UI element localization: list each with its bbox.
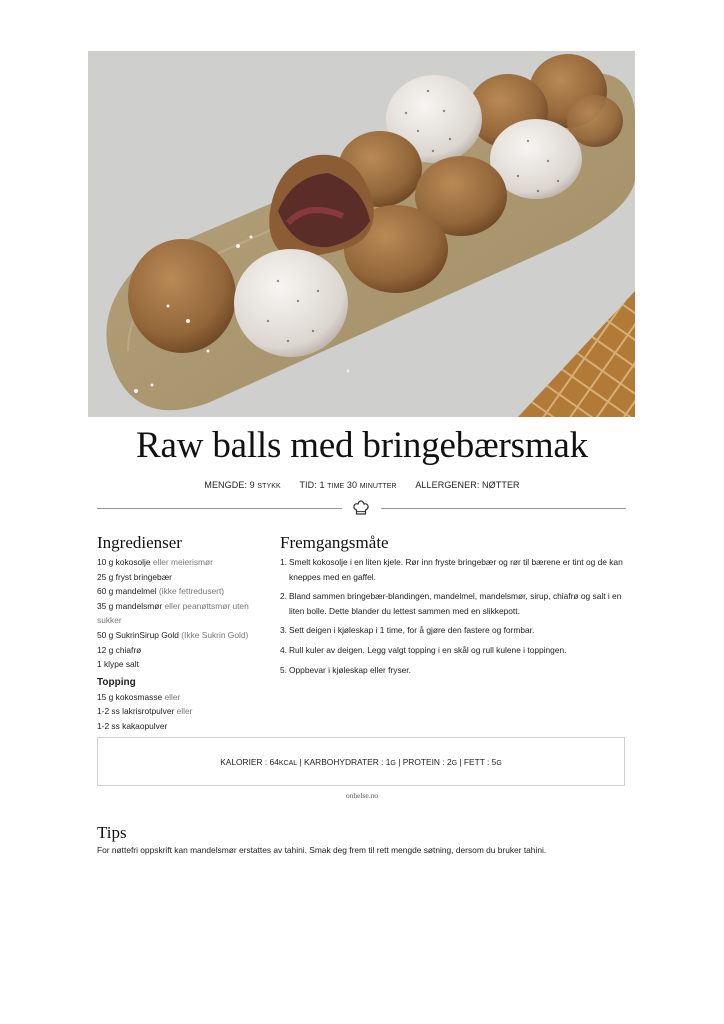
step-text: Rull kuler av deigen. Legg valgt topping i en skål og rull kulene i toppingen.	[289, 644, 567, 655]
ingredient-item	[97, 570, 267, 585]
recipe-title: Raw balls med bringebærsmak	[136, 425, 588, 466]
ingredient-text: 25 g fryst bringebær	[97, 571, 172, 582]
allergens	[415, 480, 519, 490]
protein-unit: G	[451, 760, 458, 767]
step-number: 5.	[280, 664, 287, 675]
tips-heading: Tips	[97, 823, 127, 842]
allergens-label: ALLERGENER:	[415, 480, 480, 490]
method-steps	[280, 555, 630, 682]
method-step	[280, 589, 630, 618]
separator: |	[459, 757, 462, 767]
step-number: 1.	[280, 557, 287, 567]
fat-unit: G	[496, 760, 502, 767]
source-link[interactable]: onhelse.no	[345, 791, 379, 800]
ingredient-item	[97, 643, 267, 658]
step-text: Sett deigen i kjøleskap i 1 time, for å gjøre den fastere og formbar.	[289, 625, 535, 636]
ingredient-text: 12 g chiafrø	[97, 644, 142, 655]
recipe-photo	[88, 51, 635, 417]
topping-item	[97, 704, 267, 719]
divider-line-right	[381, 508, 626, 509]
time-minutes-unit: MINUTTER	[359, 483, 397, 490]
method-step	[280, 663, 630, 678]
ingredient-text: 10 g kokosolje	[97, 557, 151, 567]
topping-text: 1-2 ss kakaopulver	[97, 720, 168, 731]
step-text: Bland sammen bringebær-blandingen, mandelmel, mandelsmør, sirup, chiafrø og salt i en liten bolle. Dette blander du lettest sammen med en slikkepott.	[289, 591, 622, 616]
ingredient-item	[97, 628, 267, 643]
topping-text: 15 g kokosmasse	[97, 691, 163, 702]
step-text: Oppbevar i kjøleskap eller fryser.	[289, 664, 411, 675]
method-step	[280, 555, 630, 584]
method-step	[280, 623, 630, 638]
separator: |	[299, 757, 302, 767]
ingredient-alt: eller peanøttsmør uten sukker	[97, 600, 249, 626]
divider-line-left	[97, 508, 342, 509]
allergens-value: NØTTER	[482, 480, 520, 490]
kcal-unit: KCAL	[278, 760, 298, 767]
ingredient-item	[97, 555, 267, 570]
raw-balls-photo	[88, 51, 635, 417]
time	[299, 480, 399, 490]
topping-text: 1-2 ss lakrisrotpulver	[97, 706, 175, 717]
amount-label: MENGDE:	[204, 480, 248, 490]
ingredient-item	[97, 599, 267, 628]
chef-hat-icon	[352, 499, 370, 517]
ingredient-text: 1 klype salt	[97, 659, 139, 670]
ingredient-list	[97, 555, 267, 734]
ingredient-text: 35 g mandelsmør	[97, 600, 163, 611]
ingredients-heading: Ingredienser	[97, 533, 182, 552]
step-number: 4.	[280, 644, 287, 655]
kcal-value: 64	[269, 757, 279, 767]
step-text: Smelt kokosolje i en liten kjele. Rør inn fryste bringebær og rør til bærene er tint og de kan kneppes med en gaffel.	[289, 557, 623, 582]
amount-unit: STYKK	[257, 483, 281, 490]
ingredient-alt: eller meierismør	[152, 557, 213, 567]
topping-heading: Topping	[97, 676, 136, 688]
ingredient-item	[97, 657, 267, 672]
fat-label: FETT :	[463, 757, 490, 767]
method-step	[280, 643, 630, 658]
carb-unit: G	[390, 760, 396, 767]
time-label: TID:	[299, 480, 317, 490]
protein-value: 2	[446, 757, 452, 767]
topping-item	[97, 690, 267, 705]
nutrition-box	[97, 737, 625, 786]
topping-item	[97, 719, 267, 734]
step-number: 2.	[280, 591, 287, 602]
amount	[204, 480, 283, 490]
step-number: 3.	[280, 625, 287, 636]
fat-value: 5	[491, 757, 497, 767]
ingredient-text: 60 g mandelmel	[97, 586, 157, 597]
recipe-meta	[0, 480, 724, 490]
time-hours: 1	[319, 480, 325, 490]
ingredient-alt: (Ikke Sukrin Gold)	[181, 629, 249, 640]
protein-label: PROTEIN :	[402, 757, 445, 767]
ingredient-item	[97, 584, 267, 599]
time-hours-unit: TIME	[327, 483, 345, 490]
carb-value: 1	[385, 757, 391, 767]
amount-value: 9	[249, 480, 255, 490]
section-divider	[97, 499, 626, 519]
method-heading: Fremgangsmåte	[280, 533, 389, 552]
ingredient-alt: (ikke fettredusert)	[158, 586, 225, 597]
carb-label: KARBOHYDRATER :	[304, 757, 384, 767]
separator: |	[398, 757, 401, 767]
topping-alt: eller	[176, 706, 193, 717]
tips-text: For nøttefri oppskrift kan mandelsmør erstattes av tahini. Smak deg frem til rett mengde søtning, dersom du bruker tahini.	[97, 845, 547, 855]
ingredient-text: 50 g SukrinSirup Gold	[97, 629, 179, 640]
kcal-label: KALORIER :	[220, 757, 268, 767]
topping-alt: eller	[164, 691, 181, 702]
time-minutes: 30	[346, 480, 358, 490]
